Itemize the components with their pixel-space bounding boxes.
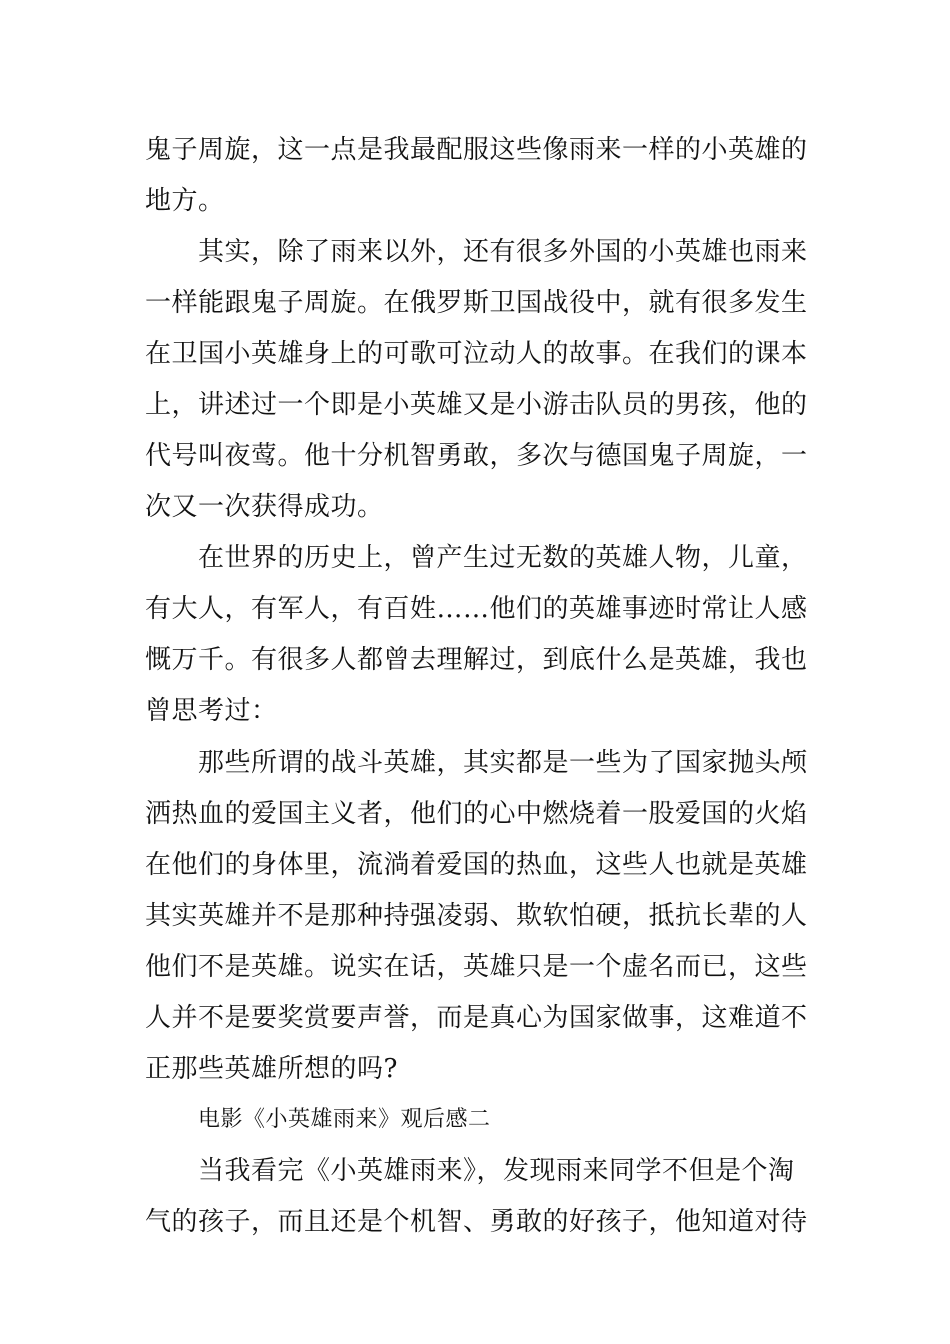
text-line: 气的孩子，而且还是个机智、勇敢的好孩子，他知道对待 [145, 1207, 808, 1237]
text-line: 他们不是英雄。说实在话，英雄只是一个虚名而已，这些 [145, 952, 808, 982]
text-line: 有大人，有军人，有百姓……他们的英雄事迹时常让人感 [145, 594, 808, 624]
text-line: 当我看完《小英雄雨来》，发现雨来同学不但是个淘 [198, 1156, 795, 1186]
text-line: 一样能跟鬼子周旋。在俄罗斯卫国战役中，就有很多发生 [145, 288, 808, 318]
text-line: 其实，除了雨来以外，还有很多外国的小英雄也雨来 [198, 237, 808, 267]
text-line: 次又一次获得成功。 [145, 492, 384, 522]
text-line: 慨万千。有很多人都曾去理解过，到底什么是英雄，我也 [145, 645, 808, 675]
text-line: 在世界的历史上，曾产生过无数的英雄人物，儿童， [198, 543, 808, 573]
text-line: 地方。 [145, 186, 225, 216]
text-line: 代号叫夜莺。他十分机智勇敢，多次与德国鬼子周旋，一 [145, 441, 808, 471]
text-line: 曾思考过： [145, 696, 278, 726]
text-line: 其实英雄并不是那种持强凌弱、欺软怕硬，抵抗长辈的人 [145, 901, 808, 931]
text-line: 在卫国小英雄身上的可歌可泣动人的故事。在我们的课本 [145, 339, 808, 369]
text-line: 鬼子周旋，这一点是我最配服这些像雨来一样的小英雄的 [145, 135, 808, 165]
text-line: 上，讲述过一个即是小英雄又是小游击队员的男孩，他的 [145, 390, 808, 420]
text-line: 洒热血的爱国主义者，他们的心中燃烧着一股爱国的火焰 [145, 799, 808, 829]
text-line: 在他们的身体里，流淌着爱国的热血，这些人也就是英雄 [145, 850, 808, 880]
text-line: 人并不是要奖赏要声誉，而是真心为国家做事，这难道不 [145, 1003, 808, 1033]
text-line: 那些所谓的战斗英雄，其实都是一些为了国家抛头颅 [198, 748, 808, 778]
section-heading: 电影《小英雄雨来》观后感二 [198, 1107, 491, 1132]
text-line: 正那些英雄所想的吗? [145, 1054, 398, 1084]
